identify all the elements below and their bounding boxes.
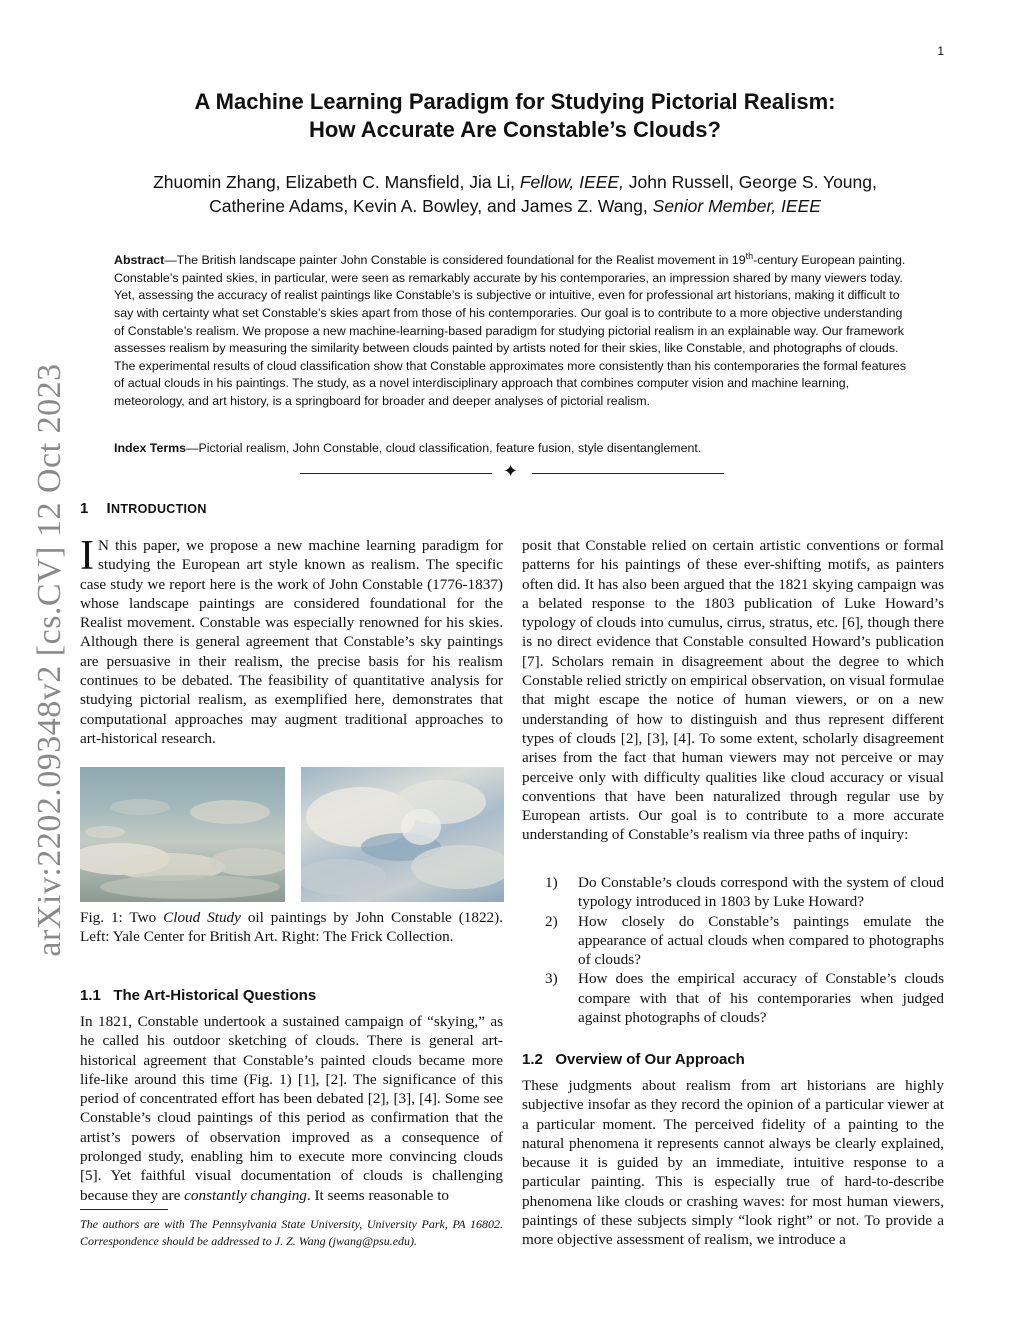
footnote-rule — [80, 1209, 168, 1210]
list-item-text: Do Constable’s clouds correspond with the system of cloud typology introduced in 1803 by Luke Howard? — [578, 874, 944, 911]
subsection-heading-1-2: 1.2 Overview of Our Approach — [522, 1051, 745, 1068]
abstract-superscript: th — [745, 251, 754, 261]
right-column-paragraph: posit that Constable relied on certain artistic conventions or formal patterns for his paintings of these ever-shifting motifs, as painters often did. It has also been argued that the 1821 skying campaign was a belated response to the 1803 publication of Luke Howard’s typology of clouds into cumulus, cirrus, stratus, etc. [6], though there is no direct evidence that Constable consulted Howard’s publication [7]. Scholars remain in disagreement about the degree to which Constable relied strictly on empirical observation, on visual formulae that might escape the notice of human viewers, or on a new understanding of how to distinguish and thus represent different types of clouds [2], [3], [4]. To some extent, scholarly disagreement arises from the fact that human viewers may not perceive or may perceive only with difficulty qualities like cloud accuracy or visual conventions that have been naturalized through regular use by European artists. Our goal is to contribute to a more accurate understanding of Constable’s realism via three paths of inquiry: — [522, 537, 944, 844]
abstract-text-b: -century European painting. Constable’s painted skies, in particular, were seen as remarkably accurate by his contemporaries, an impression shared by many viewers today. Yet, assessing the accuracy of realist paintings like Constable’s is subjective or intuitive, even for professional art historians, making it difficult to say with certainty what set Constable’s skies apart from those of his contemporaries. Our goal is to contribute to a more objective understanding of Constable’s realism. We propose a new machine-learning-based paradigm for studying pictorial realism in an explainable way. Our framework assesses realism by measuring the similarity between clouds painted by artists noted for their skies, like Constable, and photographs of clouds. The experimental results of cloud classification show that Constable approximates more consistently than his contemporaries the formal features of actual clouds in his paintings. The study, as a novel interdisciplinary approach that combines computer vision and machine learning, meteorology, and art history, is a springboard for broader and deeper analyses of pictorial realism. — [114, 253, 907, 408]
paper-title — [120, 88, 910, 144]
divider-line-left — [300, 473, 492, 474]
authors-names-1b: John Russell, George S. Young, — [628, 172, 877, 192]
subsection-1-1-text-b: . It seems reasonable to — [306, 1186, 450, 1204]
author-affiliation-footnote: The authors are with The Pennsylvania State University, University Park, PA 16802. Correspondence should be addressed to J. Z. Wang (jwang@psu.edu). — [80, 1217, 503, 1248]
author-list — [100, 170, 930, 218]
index-terms-label: Index Terms — [114, 441, 187, 455]
list-item-number: 1) — [545, 874, 558, 891]
figure-1 — [80, 767, 504, 902]
index-terms — [114, 440, 914, 458]
inquiry-question-list — [522, 873, 944, 1027]
subsection-1-1-paragraph — [80, 1012, 503, 1205]
figure-1-caption — [80, 908, 503, 947]
subsection-heading-1-1: 1.1 The Art-Historical Questions — [80, 987, 317, 1004]
list-item — [522, 912, 944, 970]
senior-member-title: Senior Member, IEEE — [652, 196, 821, 216]
caption-prefix: Fig. 1: Two — [80, 909, 164, 926]
cloud-painting-right-art — [301, 767, 504, 902]
list-item-text: How does the empirical accuracy of Constable’s clouds compare with that of his contemporaries when judged against photographs of clouds? — [578, 970, 944, 1027]
divider-line-right — [532, 473, 724, 474]
authors-line-2 — [100, 194, 930, 218]
abstract — [114, 248, 914, 410]
drop-cap: I — [80, 533, 94, 579]
list-item-number: 3) — [545, 970, 558, 988]
authors-line-1 — [100, 170, 930, 194]
introduction-text: N this paper, we propose a new machine learning paradigm for studying the European art style known as realism. The specific case study we report here is the work of John Constable (1776-1837) whose landscape paintings are considered foundational for the Realist movement. Constable was especially renowned for his skies. Although there is general agreement that Constable’s sky paintings are persuasive in their realism, the precise basis for his realism continues to be debated. The feasibility of quantitative analysis for studying pictorial realism, as exemplified here, demonstrates that computational approaches may augment traditional approaches to art-historical research. — [80, 537, 503, 747]
abstract-label: Abstract — [114, 253, 165, 268]
cloud-painting-left-art — [80, 767, 285, 902]
subsection-1-2-paragraph: These judgments about realism from art historians are highly subjective insofar as they record the opinion of a particular viewer at a particular moment. The perceived fidelity of a painting to the natural phenomena it represents cannot always be clearly explained, because it is guided by an immediate, intuitive response to a particular painting. This is especially true of hard-to-describe phenomena like clouds or crashing waves: for most human viewers, paintings of these subjects simply “look right” or not. To provide a more objective assessment of realism, we introduce a — [522, 1077, 944, 1249]
title-line-1: A Machine Learning Paradigm for Studying Pictorial Realism: — [194, 89, 836, 114]
subsection-1-1-text-a: In 1821, Constable undertook a sustained campaign of “skying,” as he called his outdoor sketching of clouds. There is general art-historical agreement that Constable’s painted clouds became more life-like around this time (Fig. 1) [1], [2]. The significance of this period of concentrated effort has been debated [2], [3], [4]. Some see Constable’s cloud paintings of this period as confirmation that the artist’s powers of observation improved as a consequence of prolonged study, enabling him to execute more convincing clouds [5]. Yet faithful visual documentation of clouds is challenging because they are — [80, 1013, 503, 1204]
list-item — [522, 969, 944, 1027]
list-item-text: How closely do Constable’s paintings emulate the appearance of actual clouds when compared to photographs of clouds? — [578, 912, 944, 969]
abstract-text-a: —The British landscape painter John Constable is considered foundational for the Realist movement in 19 — [164, 253, 746, 268]
title-line-2: How Accurate Are Constable’s Clouds? — [309, 117, 721, 142]
authors-names-1: Zhuomin Zhang, Elizabeth C. Mansfield, Jia Li, — [153, 172, 515, 192]
index-terms-text: —Pictorial realism, John Constable, cloud classification, feature fusion, style disentanglement. — [186, 441, 702, 455]
section-title-rest: NTRODUCTION — [111, 502, 207, 516]
list-item-number: 2) — [545, 912, 558, 930]
caption-suffix: oil paintings by John Constable (1822). Left: Yale Center for British Art. Right: The Frick Collection. — [80, 909, 503, 946]
cloud-study-painting-yale[interactable] — [80, 767, 285, 902]
page-number: 1 — [937, 44, 944, 58]
list-item — [522, 873, 944, 912]
introduction-paragraph — [80, 533, 503, 748]
caption-italic-title: Cloud Study — [163, 909, 241, 926]
section-heading-introduction — [80, 500, 207, 517]
section-title-first-letter: I — [106, 500, 111, 517]
fellow-title: Fellow, IEEE, — [519, 172, 624, 192]
divider-star-icon: ✦ — [503, 461, 519, 481]
authors-names-2: Catherine Adams, Kevin A. Bowley, and James Z. Wang, — [209, 196, 648, 216]
cloud-study-painting-frick[interactable] — [301, 767, 504, 902]
section-divider — [300, 461, 724, 484]
arxiv-identifier-stamp[interactable]: arXiv:2202.09348v2 [cs.CV] 12 Oct 2023 — [31, 363, 68, 957]
subsection-1-1-italic: constantly changing — [184, 1186, 307, 1204]
section-number: 1 — [80, 500, 89, 517]
